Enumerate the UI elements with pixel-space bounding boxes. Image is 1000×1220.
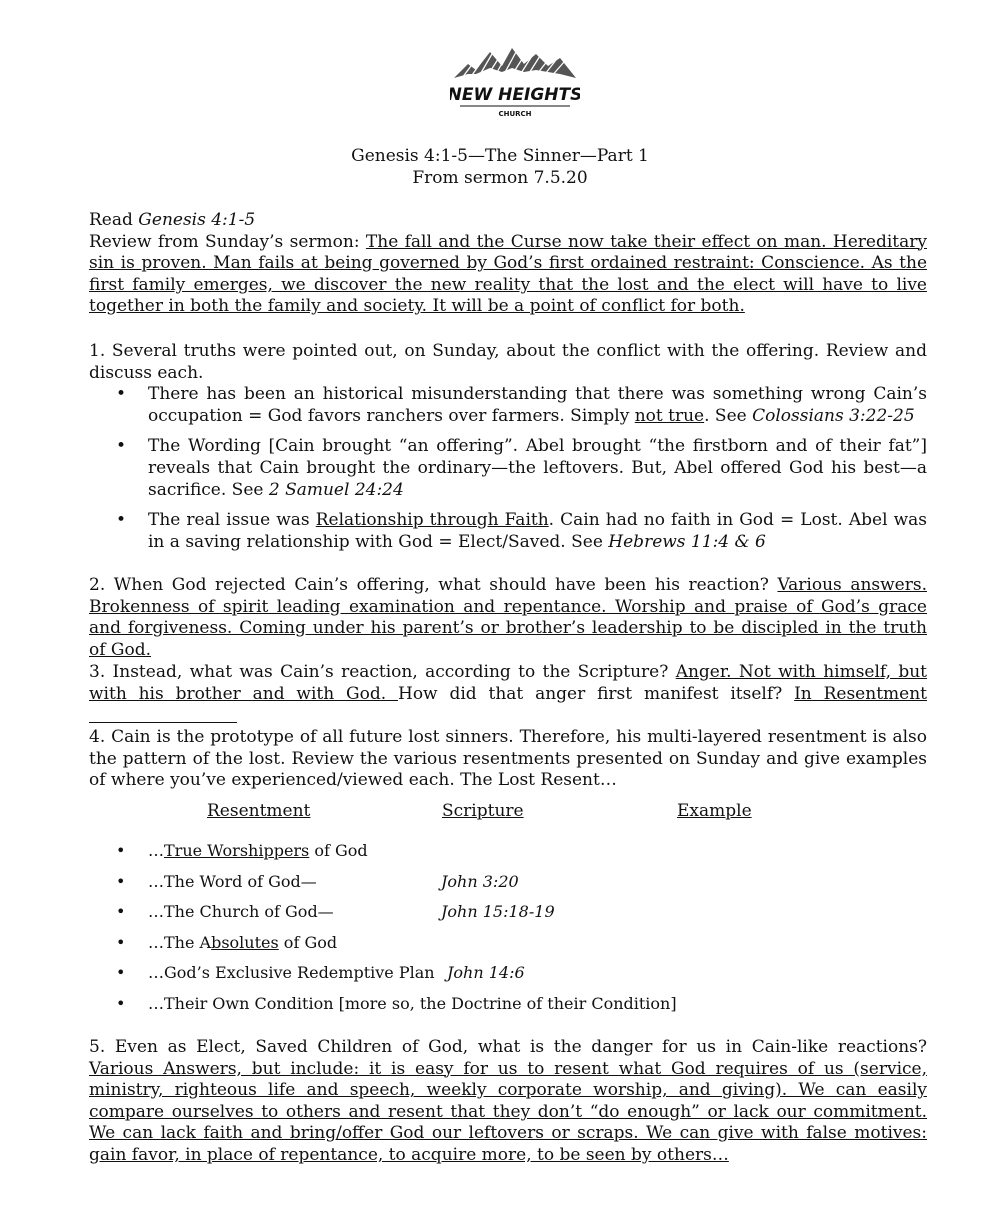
question-3-followup: How did that anger first manifest itself? xyxy=(398,683,795,704)
review-label: Review from Sunday’s sermon: xyxy=(89,231,366,252)
list-item xyxy=(89,436,927,501)
bullet-icon: • xyxy=(116,384,127,405)
resentment-emphasis: bsolutes xyxy=(211,933,279,952)
read-line xyxy=(89,210,927,232)
resentment-text: …Their Own Condition [more so, the Doctrine of their Condition] xyxy=(148,994,677,1013)
bullet-reference: Colossians 3:22-25 xyxy=(752,405,915,426)
church-logo xyxy=(450,44,580,120)
question-3-answer: Anger. Not with himself, but with his brother and with God. xyxy=(89,662,928,704)
bullet-text: There has been an historical misunderstanding that there was something wrong Cain’s occupation = God favors ranchers over farmers. Simply xyxy=(148,384,927,426)
bullet-text: The Wording [Cain brought “an offering”. Abel brought “the firstborn and of their fat”] reveals that Cain brought the ordinary—the leftovers. But, Abel offered God his best—a sacrifice. See xyxy=(148,436,927,500)
document-subtitle: From sermon 7.5.20 xyxy=(412,168,588,188)
resentment-text-tail: of God xyxy=(278,933,338,952)
bullet-emphasis: not true xyxy=(634,405,705,426)
question-3-text: 3. Instead, what was Cain’s reaction, according to the Scripture? xyxy=(89,662,676,682)
answer-blank-line xyxy=(89,705,237,723)
logo-wordmark: NEW HEIGHTS xyxy=(450,85,580,105)
read-label: Read xyxy=(89,210,139,230)
bullet-text: The real issue was xyxy=(148,510,316,531)
bullet-icon: • xyxy=(116,841,126,860)
list-item xyxy=(89,384,927,427)
question-1-bullets xyxy=(89,384,927,553)
resentment-text: … xyxy=(148,841,164,860)
mountain-logo-icon xyxy=(450,44,580,120)
question-5-text: 5. Even as Elect, Saved Children of God, what is the danger for us in Cain-like reactions? xyxy=(89,1037,927,1057)
question-5-answer: Various Answers, but include: it is easy for us to resent what God requires of us (service, ministry, righteous life and speech, weekly corporate worship, and giving). We can easily compare ourselves to others and resent that they don’t “do enough” or lack our commitment. We can lack faith and bring/offer God our leftovers or scraps. We can give with false motives: gain favor, in place of repentance, to acquire more, to be seen by others… xyxy=(89,1058,927,1165)
review-text: The fall and the Curse now take their effect on man. Hereditary sin is proven. Man fails at being governed by God’s first ordained restraint: Conscience. As the first family emerges, we discover the new reality that the lost and the elect will have to live together in both the family and society. It will be a point of conflict for both. xyxy=(89,231,927,317)
bullet-icon: • xyxy=(116,872,126,891)
bullet-text-tail: . Cain had no faith in God = Lost. Abel was in a saving relationship with God = Elect/Saved. See xyxy=(148,510,928,552)
question-2-text: 2. When God rejected Cain’s offering, what should have been his reaction? xyxy=(89,575,778,595)
question-4 xyxy=(89,727,927,792)
bullet-icon: • xyxy=(116,994,126,1013)
read-reference: Genesis 4:1-5 xyxy=(138,210,256,230)
scripture-reference: John 15:18-19 xyxy=(441,902,555,921)
question-2 xyxy=(89,575,927,661)
bullet-reference: Hebrews 11:4 & 6 xyxy=(608,531,766,552)
resentment-table-header xyxy=(0,801,1000,823)
question-3 xyxy=(89,662,927,730)
document-title: Genesis 4:1-5—The Sinner—Part 1 xyxy=(351,146,649,166)
bullet-reference: 2 Samuel 24:24 xyxy=(268,479,404,500)
bullet-icon: • xyxy=(116,902,126,921)
scripture-reference: John 3:20 xyxy=(441,872,519,891)
bullet-icon: • xyxy=(116,933,126,952)
column-header-resentment: Resentment xyxy=(207,801,311,821)
question-2-answer: Various answers. Brokenness of spirit leading examination and repentance. Worship and praise of God’s grace and forgiveness. Coming under his parent’s or brother’s leadership to be discipled in the truth of God. xyxy=(89,575,927,660)
resentment-text: …The Church of God— xyxy=(148,902,334,921)
scripture-reference: John 14:6 xyxy=(447,963,525,982)
bullet-icon: • xyxy=(116,510,127,531)
resentment-text: …The A xyxy=(148,933,212,952)
column-header-scripture: Scripture xyxy=(442,801,524,821)
document-header xyxy=(0,145,1000,189)
list-item xyxy=(89,510,927,553)
intro-section xyxy=(89,210,927,318)
question-1 xyxy=(89,341,927,553)
resentment-emphasis: True Worshippers xyxy=(164,841,310,860)
bullet-emphasis: Relationship through Faith xyxy=(315,510,549,531)
column-header-example: Example xyxy=(677,801,752,821)
bullet-text-tail: . See xyxy=(704,405,753,426)
question-1-text: 1. Several truths were pointed out, on Sunday, about the conflict with the offering. Review and discuss each. xyxy=(89,341,927,383)
logo-subtext: CHURCH xyxy=(498,110,532,118)
review-paragraph xyxy=(89,232,927,318)
question-5 xyxy=(89,1037,927,1167)
question-3-followup-answer: In Resentment xyxy=(794,683,927,704)
resentment-text-tail: of God xyxy=(309,841,368,860)
resentment-text: …The Word of God— xyxy=(148,872,317,891)
question-4-text: 4. Cain is the prototype of all future lost sinners. Therefore, his multi-layered resentment is also the pattern of the lost. Review the various resentments presented on Sunday and give examples of where you’ve experienced/viewed each. The Lost Resent… xyxy=(89,727,927,791)
bullet-icon: • xyxy=(116,436,127,457)
bullet-icon: • xyxy=(116,963,126,982)
resentment-text: …God’s Exclusive Redemptive Plan xyxy=(148,963,435,982)
